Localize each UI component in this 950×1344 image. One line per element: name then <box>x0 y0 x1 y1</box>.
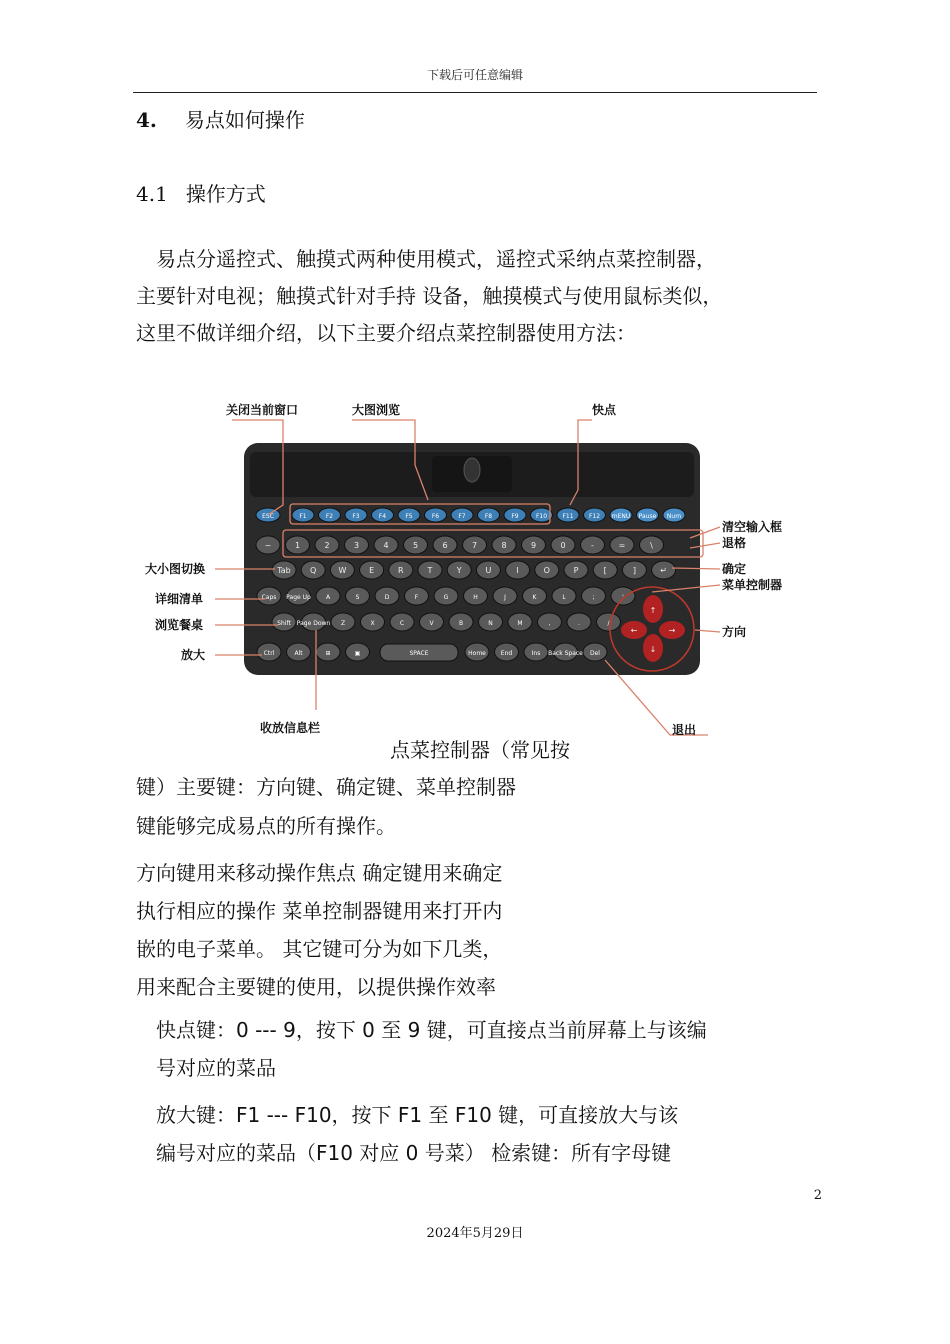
key-f1-label: F1 <box>299 513 307 520</box>
label-close-window: 关闭当前窗口 <box>226 403 299 417</box>
key-q-row-label: O <box>543 566 550 575</box>
key-bottom-right-label: Back Space <box>548 650 583 657</box>
key-z-row-label: X <box>370 620 375 627</box>
key-num-label: 3 <box>353 541 360 550</box>
key-num-label: 5 <box>412 541 419 550</box>
key-num-label: 4 <box>383 541 389 550</box>
key-bottom-right-label: Ins <box>531 650 541 657</box>
key-a-row-label: K <box>532 594 537 601</box>
key-num-label: 0 <box>560 541 566 550</box>
label-direction: 方向 <box>722 625 747 639</box>
section-number: 4. <box>136 108 157 132</box>
key-z-row-label: C <box>399 620 405 627</box>
body-line: 键能够完成易点的所有操作。 <box>136 814 396 838</box>
key-z-row-label: Page Down <box>296 620 331 627</box>
key-num-label: ~ <box>264 541 272 550</box>
body-line: 执行相应的操作 菜单控制器键用来打开内 <box>136 899 503 923</box>
key-q-row-label: W <box>338 566 347 575</box>
key-num-label: 2 <box>324 541 330 550</box>
key-q-row-label: P <box>573 566 579 575</box>
key-z-row-label: Z <box>340 620 346 627</box>
figure-caption: 点菜控制器（常见按 <box>390 738 570 762</box>
key-num-label: = <box>618 541 626 550</box>
footer-date: 2024年5月29日 <box>426 1226 524 1241</box>
label-big-view: 大图浏览 <box>352 403 401 417</box>
body-line: 编号对应的菜品（F10 对应 0 号菜） 检索键：所有字母键 <box>136 1141 672 1165</box>
key-bottom-label: Alt <box>294 650 303 657</box>
label-toggle-size: 大小图切换 <box>145 562 206 576</box>
key-f6-label: F6 <box>431 513 440 520</box>
key-a-row-label: S <box>355 594 360 601</box>
key-a-row-label: L <box>562 594 566 601</box>
key-f8-label: F8 <box>484 513 493 520</box>
intro-line: 易点分遥控式、触摸式两种使用模式，遥控式采纳点菜控制器， <box>136 247 716 271</box>
page-number: 2 <box>813 1188 822 1203</box>
key-num-label: 6 <box>442 541 448 550</box>
label-detail-list: 详细清单 <box>155 592 204 606</box>
subsection-heading <box>136 178 266 207</box>
key-z-row-label: V <box>429 620 434 627</box>
key-num-label: 8 <box>501 541 507 550</box>
body-line: 用来配合主要键的使用，以提供操作效率 <box>136 975 496 999</box>
key-a-row-label: H <box>473 594 478 601</box>
subsection-title: 操作方式 <box>185 182 266 206</box>
key-num-label: 9 <box>530 541 537 550</box>
section-title: 易点如何操作 <box>184 108 305 132</box>
section-heading <box>136 104 305 133</box>
key-z-row-label: M <box>517 620 523 627</box>
key-num-label: 7 <box>471 541 478 550</box>
intro-paragraph <box>136 241 722 352</box>
key-f12-label: F12 <box>588 513 601 520</box>
key-menu-label: mENU <box>611 513 631 520</box>
key-f5-label: F5 <box>405 513 413 520</box>
key-q-row-label: E <box>369 566 375 575</box>
body-line: 快点键：0 --- 9，按下 0 至 9 键，可直接点当前屏幕上与该编 <box>136 1018 707 1042</box>
key-z-row-label: . <box>578 620 580 627</box>
label-zoom: 放大 <box>181 648 206 662</box>
key-a-row-label: D <box>384 594 390 601</box>
key-a-row-label: Page Up <box>286 594 311 601</box>
label-quick: 快点 <box>592 403 617 417</box>
label-browse-table: 浏览餐桌 <box>155 618 204 632</box>
key-z-row-label: N <box>488 620 493 627</box>
key-bottom-right-label: Del <box>590 650 600 657</box>
key-space-label: SPACE <box>409 650 429 657</box>
page-header: 下载后可任意编辑 <box>426 68 523 82</box>
label-clear-input: 清空输入框 <box>722 520 783 534</box>
arrow-up-icon: ↑ <box>649 606 657 615</box>
key-a-row-label: F <box>414 594 419 601</box>
key-a-row-label: ; <box>592 594 595 601</box>
logo-mark <box>464 458 480 482</box>
key-z-row-label: / <box>607 620 610 627</box>
key-z-row-label: , <box>548 620 551 627</box>
body-line: 号对应的菜品 <box>136 1056 276 1080</box>
key-f7-label: F7 <box>458 513 466 520</box>
key-z-row-label: B <box>458 620 464 627</box>
subsection-number: 4.1 <box>136 182 168 206</box>
label-backspace: 退格 <box>722 536 747 550</box>
key-q-row-label: Y <box>456 566 462 575</box>
key-bottom-label: Ctrl <box>263 650 275 657</box>
key-a-row-label: Caps <box>261 594 277 601</box>
label-exit: 退出 <box>672 723 697 737</box>
key-num-label: \ <box>650 541 653 550</box>
key-bottom-label: ▣ <box>354 650 361 657</box>
key-num-label: Num <box>666 513 682 520</box>
key-f9-label: F9 <box>511 513 519 520</box>
key-a-row-label: J <box>504 594 506 601</box>
intro-line: 这里不做详细介绍，以下主要介绍点菜控制器使用方法： <box>136 321 636 345</box>
body-line: 放大键：F1 --- F10，按下 F1 至 F10 键，可直接放大与该 <box>136 1103 679 1127</box>
key-q-row-label: Q <box>310 566 317 575</box>
key-num-label: - <box>591 541 594 550</box>
key-q-row-label: [ <box>603 566 607 575</box>
key-pause-label: Pause <box>638 513 657 520</box>
key-f4-label: F4 <box>378 513 387 520</box>
key-num-label: 1 <box>294 541 301 550</box>
key-a-row-label: A <box>325 594 331 601</box>
arrow-right-icon: → <box>668 626 676 635</box>
key-q-row-label: ↵ <box>660 566 667 575</box>
header-rule <box>133 92 817 93</box>
key-bottom-right-label: End <box>500 650 513 657</box>
key-esc-label: ESC <box>262 513 274 520</box>
key-f11-label: F11 <box>562 513 574 520</box>
key-f10-label: F10 <box>535 513 548 520</box>
key-q-row-label: R <box>398 566 404 575</box>
key-f3-label: F3 <box>352 513 360 520</box>
key-q-row-label: ] <box>632 566 636 575</box>
key-q-row-label: Tab <box>277 566 291 575</box>
label-menu-controller: 菜单控制器 <box>722 578 783 592</box>
keyboard-figure <box>130 392 830 747</box>
label-confirm: 确定 <box>722 562 747 576</box>
key-f2-label: F2 <box>325 513 334 520</box>
key-a-row-label: G <box>443 594 449 601</box>
key-q-row-label: I <box>516 566 519 575</box>
key-q-row-label: T <box>427 566 433 575</box>
intro-line: 主要针对电视；触摸式针对手持 设备，触摸模式与使用鼠标类似， <box>136 284 723 308</box>
arrow-down-icon: ↓ <box>649 645 657 654</box>
body-line: 嵌的电子菜单。 其它键可分为如下几类， <box>136 937 503 961</box>
key-a-row-label: ' <box>622 594 624 601</box>
label-info-bar: 收放信息栏 <box>260 721 321 735</box>
body-line: 方向键用来移动操作焦点 确定键用来确定 <box>136 861 503 885</box>
key-bottom-label: ⊞ <box>325 650 331 657</box>
key-bottom-right-label: Home <box>468 650 486 657</box>
body-line: 键）主要键：方向键、确定键、菜单控制器 <box>136 775 516 799</box>
key-q-row-label: U <box>485 566 492 575</box>
arrow-left-icon: ← <box>630 626 638 635</box>
key-z-row-label: Shift <box>277 620 291 627</box>
